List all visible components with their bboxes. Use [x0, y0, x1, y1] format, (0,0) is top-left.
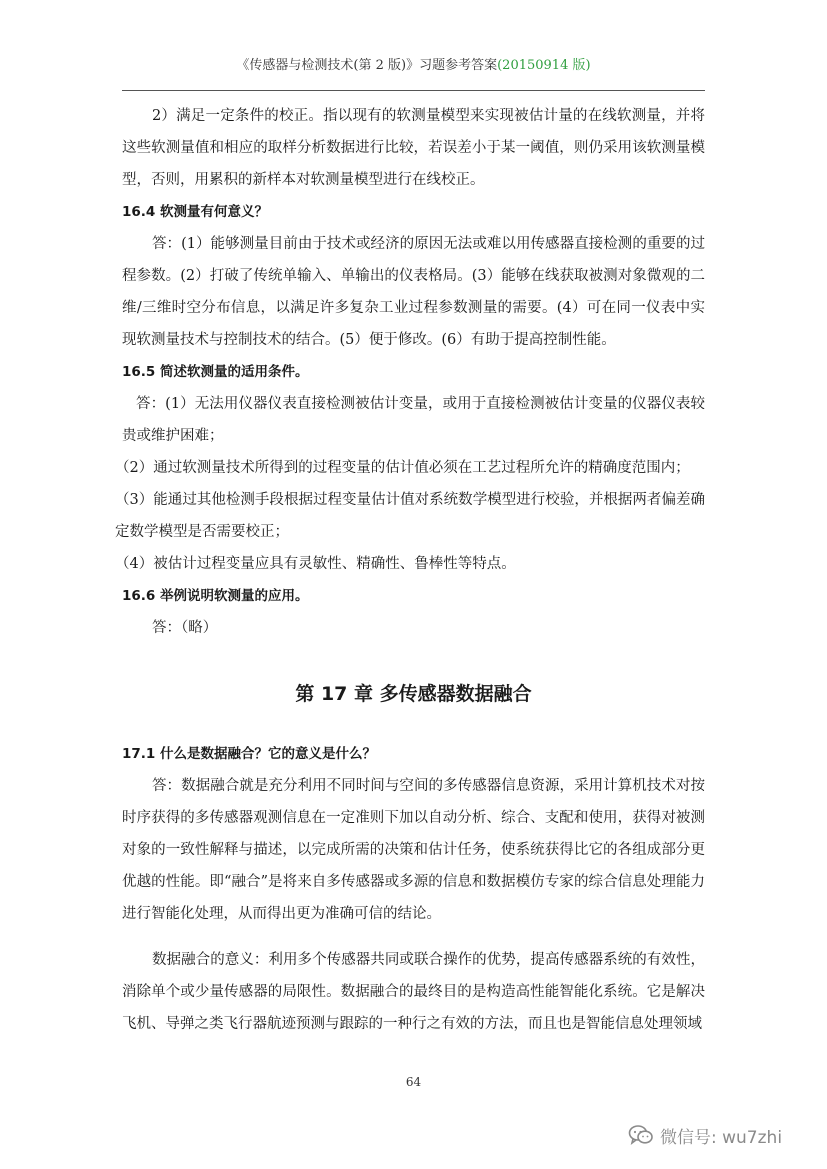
page-number: 64 — [405, 1075, 422, 1089]
question-16-6: 16.6 举例说明软测量的应用。 — [122, 588, 309, 604]
answer-16-5-item-3: （3）能通过其他检测手段根据过程变量估计值对系统数学模型进行校验，并根据两者偏差确定数学模型是否需要校正； — [115, 492, 705, 540]
answer-16-5-item-1: 答：(1）无法用仪器仪表直接检测被估计变量，或用于直接检测被估计变量的仪器仪表较贵或维护困难； — [122, 396, 705, 444]
answer-16-5-item-4: （4）被估计过程变量应具有灵敏性、精确性、鲁棒性等特点。 — [115, 556, 516, 572]
answer-17-1-significance: 数据融合的意义：利用多个传感器共同或联合操作的优势，提高传感器系统的有效性，消除单个或少量传感器的局限性。数据融合的最终目的是构造高性能智能化系统。它是解决飞机、导弹之类飞行器航迹预测与跟踪的一种行之有效的方法，而且也是智能信息处理领域 — [122, 952, 705, 1032]
header-title: 《传感器与检测技术(第 2 版)》习题参考答案 — [236, 58, 498, 73]
watermark-text: 微信号: wu7zhi — [660, 1127, 783, 1148]
answer-16-4: 答：(1）能够测量目前由于技术或经济的原因无法或难以用传感器直接检测的重要的过程参数。(2）打破了传统单输入、单输出的仪表格局。(3）能够在线获取被测对象微观的二维/三维时空分布信息，以满足许多复杂工业过程参数测量的需要。(4）可在同一仪表中实现软测量技术与控制技术的结合。(5）便于修改。(6）有助于提高控制性能。 — [122, 236, 705, 348]
question-16-5: 16.5 简述软测量的适用条件。 — [122, 364, 309, 380]
wechat-icon — [628, 1124, 654, 1146]
page-body — [115, 100, 705, 1040]
header-version: (20150914 版) — [497, 58, 591, 73]
header-rule — [122, 90, 705, 91]
question-17-1: 17.1 什么是数据融合？它的意义是什么？ — [122, 746, 377, 762]
page-header — [122, 54, 705, 73]
chapter-title: 第 17 章 多传感器数据融合 — [295, 683, 532, 705]
answer-17-1-definition: 答：数据融合就是充分利用不同时间与空间的多传感器信息资源，采用计算机技术对按时序获得的多传感器观测信息在一定准则下加以自动分析、综合、支配和使用，获得对被测对象的一致性解释与描述，以完成所需的决策和估计任务，使系统获得比它的各组成部分更优越的性能。即“融合”是将来自多传感器或多源的信息和数据模仿专家的综合信息处理能力进行智能化处理，从而得出更为准确可信的结论。 — [122, 778, 705, 922]
question-16-4: 16.4 软测量有何意义？ — [122, 204, 269, 220]
wechat-watermark — [628, 1122, 782, 1148]
answer-16-5-item-2: （2）通过软测量技术所得到的过程变量的估计值必须在工艺过程所允许的精确度范围内； — [115, 460, 690, 476]
answer-16-6: 答：（略） — [152, 620, 218, 636]
paragraph-calibration: 2）满足一定条件的校正。指以现有的软测量模型来实现被估计量的在线软测量，并将这些软测量值和相应的取样分析数据进行比较，若误差小于某一阈值，则仍采用该软测量模型，否则，用累积的新样本对软测量模型进行在线校正。 — [122, 108, 705, 188]
